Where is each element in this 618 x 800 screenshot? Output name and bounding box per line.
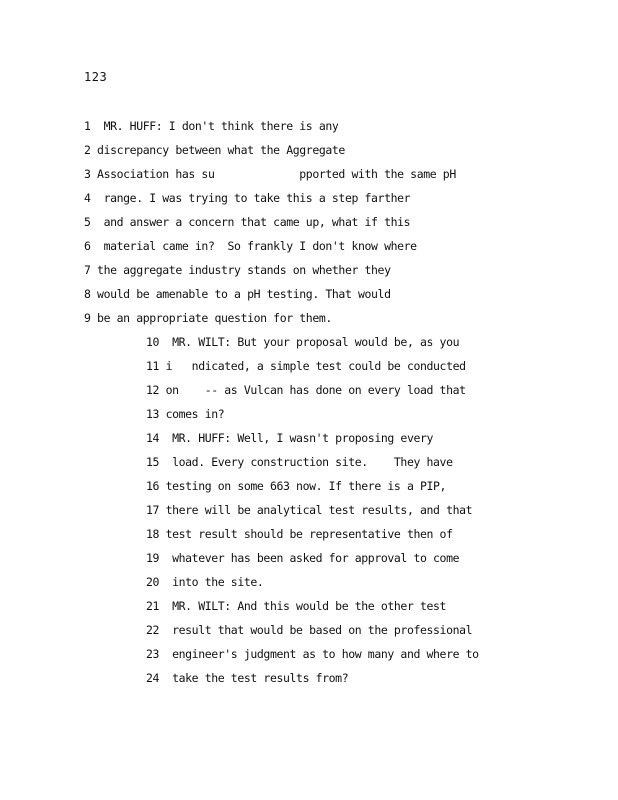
transcript-line-17: 17 there will be analytical test results, and that (146, 503, 473, 517)
transcript-line-5: 5 and answer a concern that came up, what if this (84, 215, 411, 229)
transcript-line-11: 11 i ndicated, a simple test could be conducted (146, 359, 466, 373)
transcript-line-24: 24 take the test results from? (146, 671, 349, 685)
transcript-line-23: 23 engineer's judgment as to how many and where to (146, 647, 479, 661)
transcript-line-12: 12 on -- as Vulcan has done on every load that (146, 383, 466, 397)
transcript-line-15: 15 load. Every construction site. They have (146, 455, 453, 469)
transcript-line-4: 4 range. I was trying to take this a step farther (84, 191, 411, 205)
transcript-line-16: 16 testing on some 663 now. If there is a PIP, (146, 479, 447, 493)
transcript-line-8: 8 would be amenable to a pH testing. That would (84, 287, 391, 301)
transcript-line-10: 10 MR. WILT: But your proposal would be, as you (146, 335, 460, 349)
transcript-line-19: 19 whatever has been asked for approval to come (146, 551, 460, 565)
transcript-line-9: 9 be an appropriate question for them. (84, 311, 332, 325)
transcript-line-22: 22 result that would be based on the professional (146, 623, 473, 637)
transcript-line-2: 2 discrepancy between what the Aggregate (84, 143, 345, 157)
page-number: 123 (84, 70, 108, 84)
transcript-line-6: 6 material came in? So frankly I don't know where (84, 239, 417, 253)
transcript-line-21: 21 MR. WILT: And this would be the other test (146, 599, 447, 613)
transcript-line-3: 3 Association has su pported with the same pH (84, 167, 456, 181)
transcript-line-7: 7 the aggregate industry stands on whether they (84, 263, 391, 277)
transcript-line-14: 14 MR. HUFF: Well, I wasn't proposing every (146, 431, 434, 445)
transcript-line-13: 13 comes in? (146, 407, 225, 421)
transcript-line-20: 20 into the site. (146, 575, 264, 589)
transcript-line-1: 1 MR. HUFF: I don't think there is any (84, 119, 339, 133)
transcript-line-18: 18 test result should be representative then of (146, 527, 453, 541)
